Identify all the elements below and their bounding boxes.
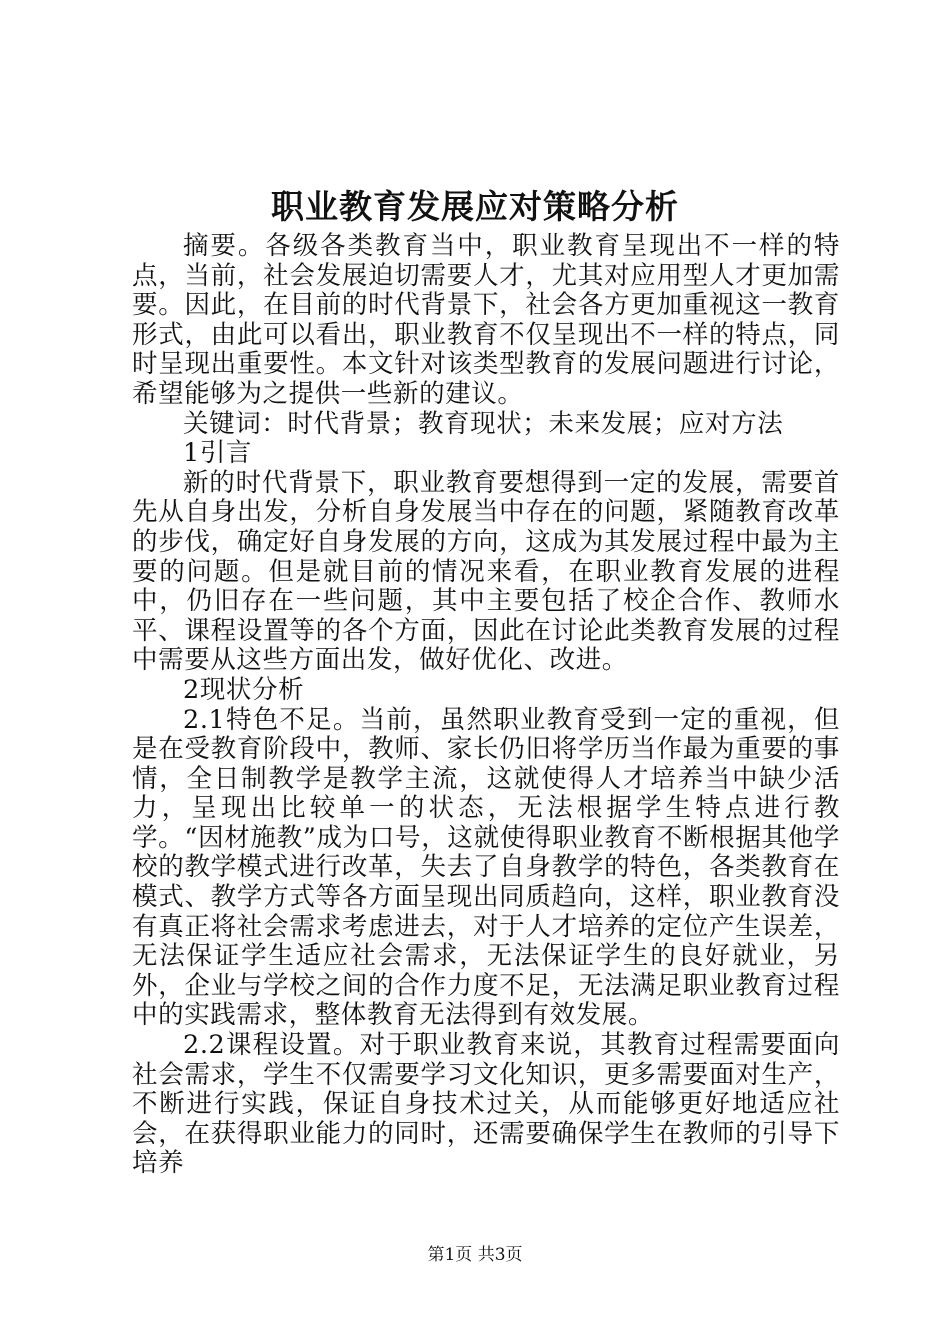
subsection-paragraph-curriculum: 2.2课程设置。对于职业教育来说，其教育过程需要面向社会需求，学生不仅需要学习文化知识，更多需要面对生产，不断进行实践，保证自身技术过关，从而能够更好地适应社会，在获得职业能力的同时，还需要确保学生在教师的引导下培养 [132,1030,840,1179]
introduction-paragraph: 新的时代背景下，职业教育要想得到一定的发展，需要首先从自身出发，分析自身发展当中存在的问题，紧随教育改革的步伐，确定好自身发展的方向，这成为其发展过程中最为主要的问题。但是就目前的情况来看，在职业教育发展的进程中，仍旧存在一些问题，其中主要包括了校企合作、教师水平、课程设置等的各个方面，因此在讨论此类教育发展的过程中需要从这些方面出发，做好优化、改进。 [132,467,840,676]
document-title: 职业教育发展应对策略分析 [271,187,679,226]
section-heading-status-analysis: 2现状分析 [183,674,305,705]
keywords-paragraph: 关键词：时代背景；教育现状；未来发展；应对方法 [183,408,784,439]
subsection-paragraph-features: 2.1特色不足。当前，虽然职业教育受到一定的重视，但是在受教育阶段中，教师、家长仍旧将学历当作最为重要的事情，全日制教学是教学主流，这就使得人才培养当中缺少活力，呈现出比较单一的状态，无法根据学生特点进行教学。“因材施教”成为口号，这就使得职业教育不断根据其他学校的教学模式进行改革，失去了自身教学的特色，各类教育在模式、教学方式等各方面呈现出同质趋向，这样，职业教育没有真正将社会需求考虑进去，对于人才培养的定位产生误差，无法保证学生适应社会需求，无法保证学生的良好就业，另外，企业与学校之间的合作力度不足，无法满足职业教育过程中的实践需求，整体教育无法得到有效发展。 [132,704,840,1031]
section-heading-introduction: 1引言 [183,438,253,469]
abstract-paragraph: 摘要。各级各类教育当中，职业教育呈现出不一样的特点，当前，社会发展迫切需要人才，尤其对应用型人才更加需要。因此，在目前的时代背景下，社会各方更加重视这一教育形式，由此可以看出，职业教育不仅呈现出不一样的特点，同时呈现出重要性。本文针对该类型教育的发展问题进行讨论，希望能够为之提供一些新的建议。 [132,231,840,409]
page-footer: 第1页 共3页 [427,1245,523,1265]
document-body [132,232,840,1179]
